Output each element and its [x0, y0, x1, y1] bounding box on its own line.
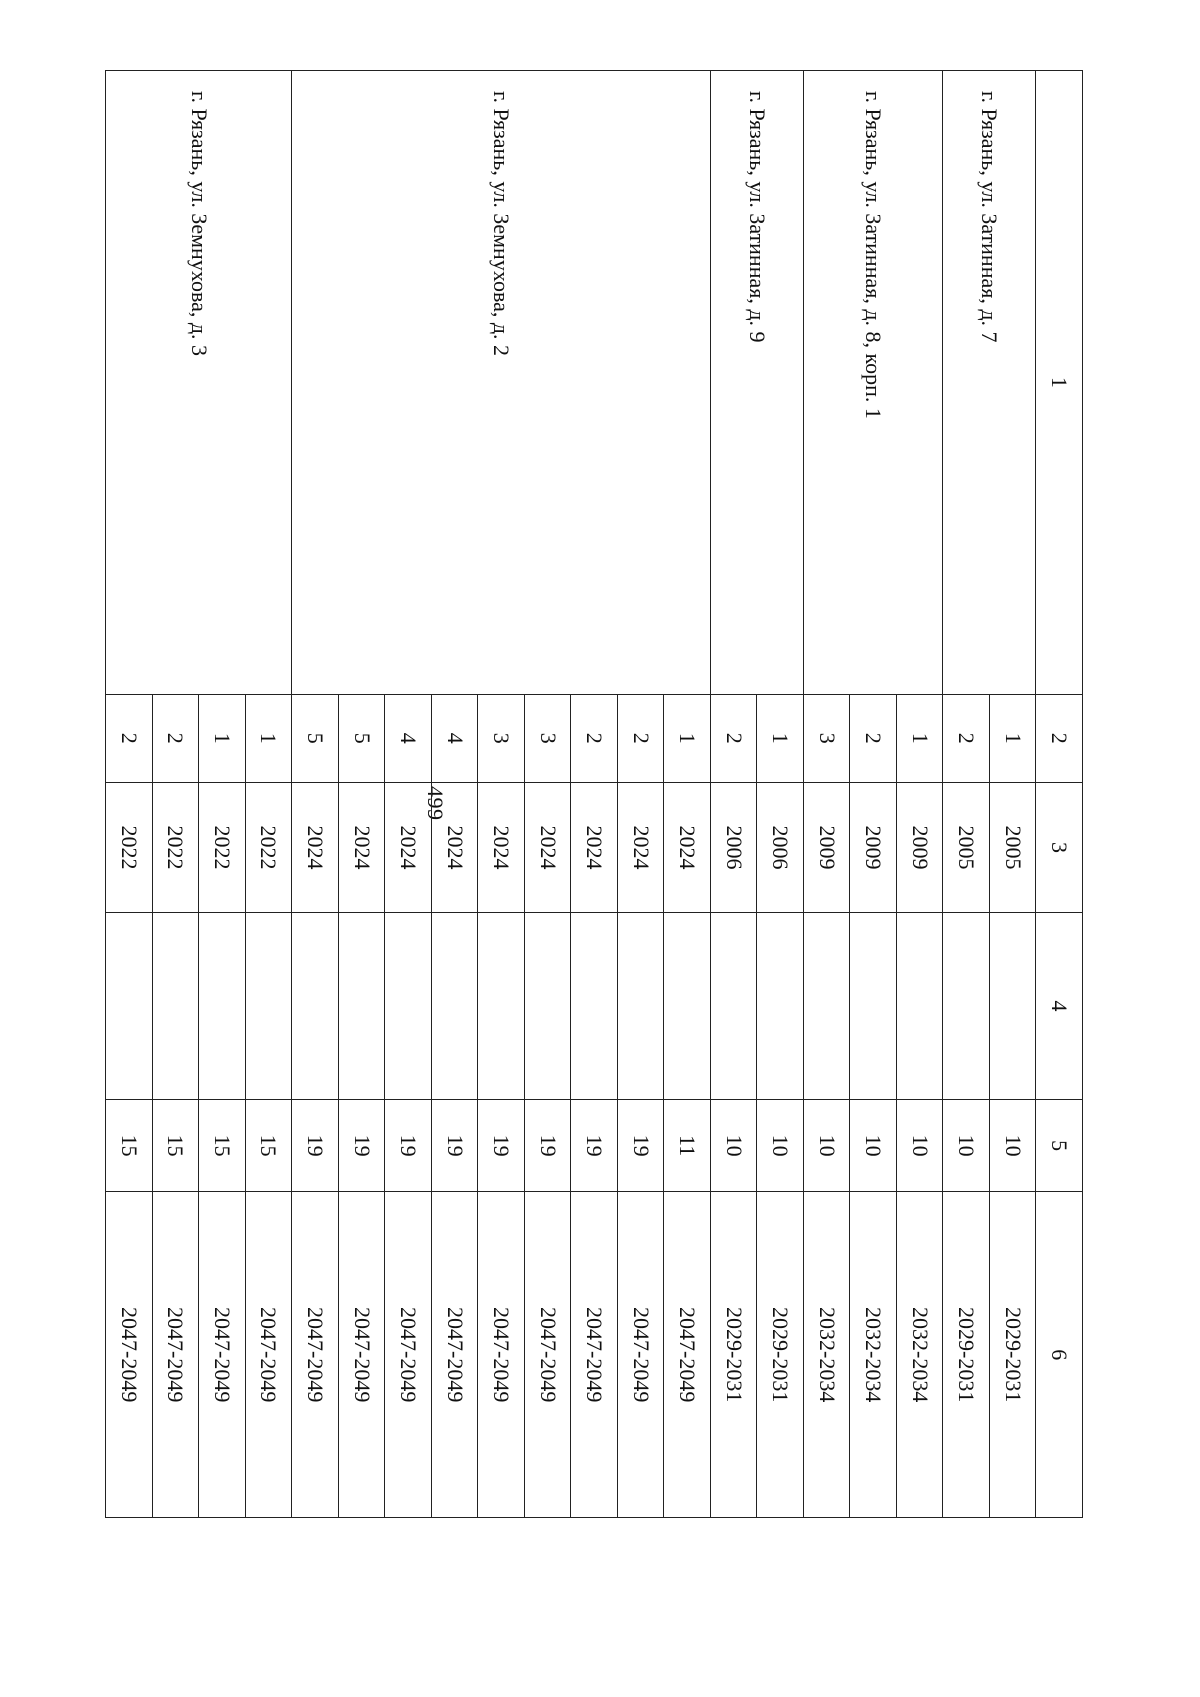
header-cell-5: 5	[1036, 1099, 1083, 1192]
period-cell: 2047-2049	[571, 1192, 618, 1518]
floors-cell: 10	[896, 1099, 943, 1192]
address-cell: г. Рязань, ул. Затинная, д. 9	[710, 71, 803, 695]
year-cell: 2024	[617, 782, 664, 912]
period-cell: 2047-2049	[478, 1192, 525, 1518]
header-cell-1: 1	[1036, 71, 1083, 695]
empty-cell	[710, 913, 757, 1100]
table-row	[989, 71, 1036, 1518]
empty-cell	[431, 913, 478, 1100]
entrance-cell: 1	[757, 694, 804, 782]
entrance-cell: 3	[524, 694, 571, 782]
floors-cell: 19	[292, 1099, 339, 1192]
floors-cell: 19	[338, 1099, 385, 1192]
period-cell: 2029-2031	[757, 1192, 804, 1518]
entrance-cell: 2	[943, 694, 990, 782]
period-cell: 2047-2049	[338, 1192, 385, 1518]
year-cell: 2009	[803, 782, 850, 912]
empty-cell	[152, 913, 199, 1100]
floors-cell: 10	[710, 1099, 757, 1192]
floors-cell: 15	[199, 1099, 246, 1192]
year-cell: 2024	[292, 782, 339, 912]
year-cell: 2006	[710, 782, 757, 912]
period-cell: 2029-2031	[989, 1192, 1036, 1518]
period-cell: 2047-2049	[292, 1192, 339, 1518]
page-number: 499	[423, 786, 448, 821]
header-row	[1036, 71, 1083, 1518]
year-cell: 2009	[850, 782, 897, 912]
period-cell: 2047-2049	[245, 1192, 292, 1518]
empty-cell	[199, 913, 246, 1100]
floors-cell: 15	[152, 1099, 199, 1192]
table-body	[106, 71, 1083, 1518]
empty-cell	[106, 913, 153, 1100]
floors-cell: 19	[478, 1099, 525, 1192]
year-cell: 2006	[757, 782, 804, 912]
floors-cell: 10	[850, 1099, 897, 1192]
entrance-cell: 5	[292, 694, 339, 782]
floors-cell: 10	[943, 1099, 990, 1192]
entrance-cell: 1	[199, 694, 246, 782]
empty-cell	[943, 913, 990, 1100]
year-cell: 2024	[431, 782, 478, 912]
empty-cell	[989, 913, 1036, 1100]
empty-cell	[292, 913, 339, 1100]
period-cell: 2047-2049	[431, 1192, 478, 1518]
floors-cell: 19	[431, 1099, 478, 1192]
period-cell: 2029-2031	[710, 1192, 757, 1518]
schedule-table-container	[105, 70, 1083, 1518]
year-cell: 2022	[106, 782, 153, 912]
entrance-cell: 4	[431, 694, 478, 782]
year-cell: 2024	[664, 782, 711, 912]
table-row	[664, 71, 711, 1518]
year-cell: 2024	[524, 782, 571, 912]
year-cell: 2005	[943, 782, 990, 912]
entrance-cell: 2	[850, 694, 897, 782]
empty-cell	[803, 913, 850, 1100]
entrance-cell: 1	[664, 694, 711, 782]
header-cell-4: 4	[1036, 913, 1083, 1100]
period-cell: 2029-2031	[943, 1192, 990, 1518]
empty-cell	[850, 913, 897, 1100]
floors-cell: 19	[385, 1099, 432, 1192]
period-cell: 2047-2049	[524, 1192, 571, 1518]
empty-cell	[617, 913, 664, 1100]
floors-cell: 11	[664, 1099, 711, 1192]
period-cell: 2032-2034	[803, 1192, 850, 1518]
period-cell: 2047-2049	[199, 1192, 246, 1518]
period-cell: 2047-2049	[106, 1192, 153, 1518]
table-row	[245, 71, 292, 1518]
empty-cell	[524, 913, 571, 1100]
year-cell: 2024	[478, 782, 525, 912]
entrance-cell: 2	[571, 694, 618, 782]
address-cell: г. Рязань, ул. Затинная, д. 8, корп. 1	[803, 71, 943, 695]
header-cell-3: 3	[1036, 782, 1083, 912]
address-cell: г. Рязань, ул. Земнухова, д. 3	[106, 71, 292, 695]
year-cell: 2022	[152, 782, 199, 912]
entrance-cell: 2	[710, 694, 757, 782]
floors-cell: 10	[803, 1099, 850, 1192]
schedule-table	[105, 70, 1083, 1518]
year-cell: 2022	[245, 782, 292, 912]
floors-cell: 10	[989, 1099, 1036, 1192]
year-cell: 2005	[989, 782, 1036, 912]
year-cell: 2024	[385, 782, 432, 912]
entrance-cell: 5	[338, 694, 385, 782]
address-cell: г. Рязань, ул. Земнухова, д. 2	[292, 71, 711, 695]
empty-cell	[385, 913, 432, 1100]
entrance-cell: 1	[245, 694, 292, 782]
floors-cell: 15	[106, 1099, 153, 1192]
period-cell: 2047-2049	[385, 1192, 432, 1518]
table-row	[896, 71, 943, 1518]
header-cell-2: 2	[1036, 694, 1083, 782]
empty-cell	[896, 913, 943, 1100]
entrance-cell: 2	[152, 694, 199, 782]
floors-cell: 19	[617, 1099, 664, 1192]
empty-cell	[245, 913, 292, 1100]
year-cell: 2024	[338, 782, 385, 912]
floors-cell: 19	[524, 1099, 571, 1192]
empty-cell	[338, 913, 385, 1100]
period-cell: 2047-2049	[617, 1192, 664, 1518]
year-cell: 2024	[571, 782, 618, 912]
period-cell: 2047-2049	[152, 1192, 199, 1518]
entrance-cell: 3	[803, 694, 850, 782]
period-cell: 2047-2049	[664, 1192, 711, 1518]
year-cell: 2022	[199, 782, 246, 912]
empty-cell	[757, 913, 804, 1100]
entrance-cell: 3	[478, 694, 525, 782]
header-cell-6: 6	[1036, 1192, 1083, 1518]
empty-cell	[478, 913, 525, 1100]
floors-cell: 19	[571, 1099, 618, 1192]
table-row	[757, 71, 804, 1518]
entrance-cell: 4	[385, 694, 432, 782]
entrance-cell: 1	[896, 694, 943, 782]
entrance-cell: 2	[617, 694, 664, 782]
period-cell: 2032-2034	[896, 1192, 943, 1518]
address-cell: г. Рязань, ул. Затинная, д. 7	[943, 71, 1036, 695]
empty-cell	[571, 913, 618, 1100]
empty-cell	[664, 913, 711, 1100]
floors-cell: 10	[757, 1099, 804, 1192]
entrance-cell: 1	[989, 694, 1036, 782]
year-cell: 2009	[896, 782, 943, 912]
floors-cell: 15	[245, 1099, 292, 1192]
period-cell: 2032-2034	[850, 1192, 897, 1518]
entrance-cell: 2	[106, 694, 153, 782]
